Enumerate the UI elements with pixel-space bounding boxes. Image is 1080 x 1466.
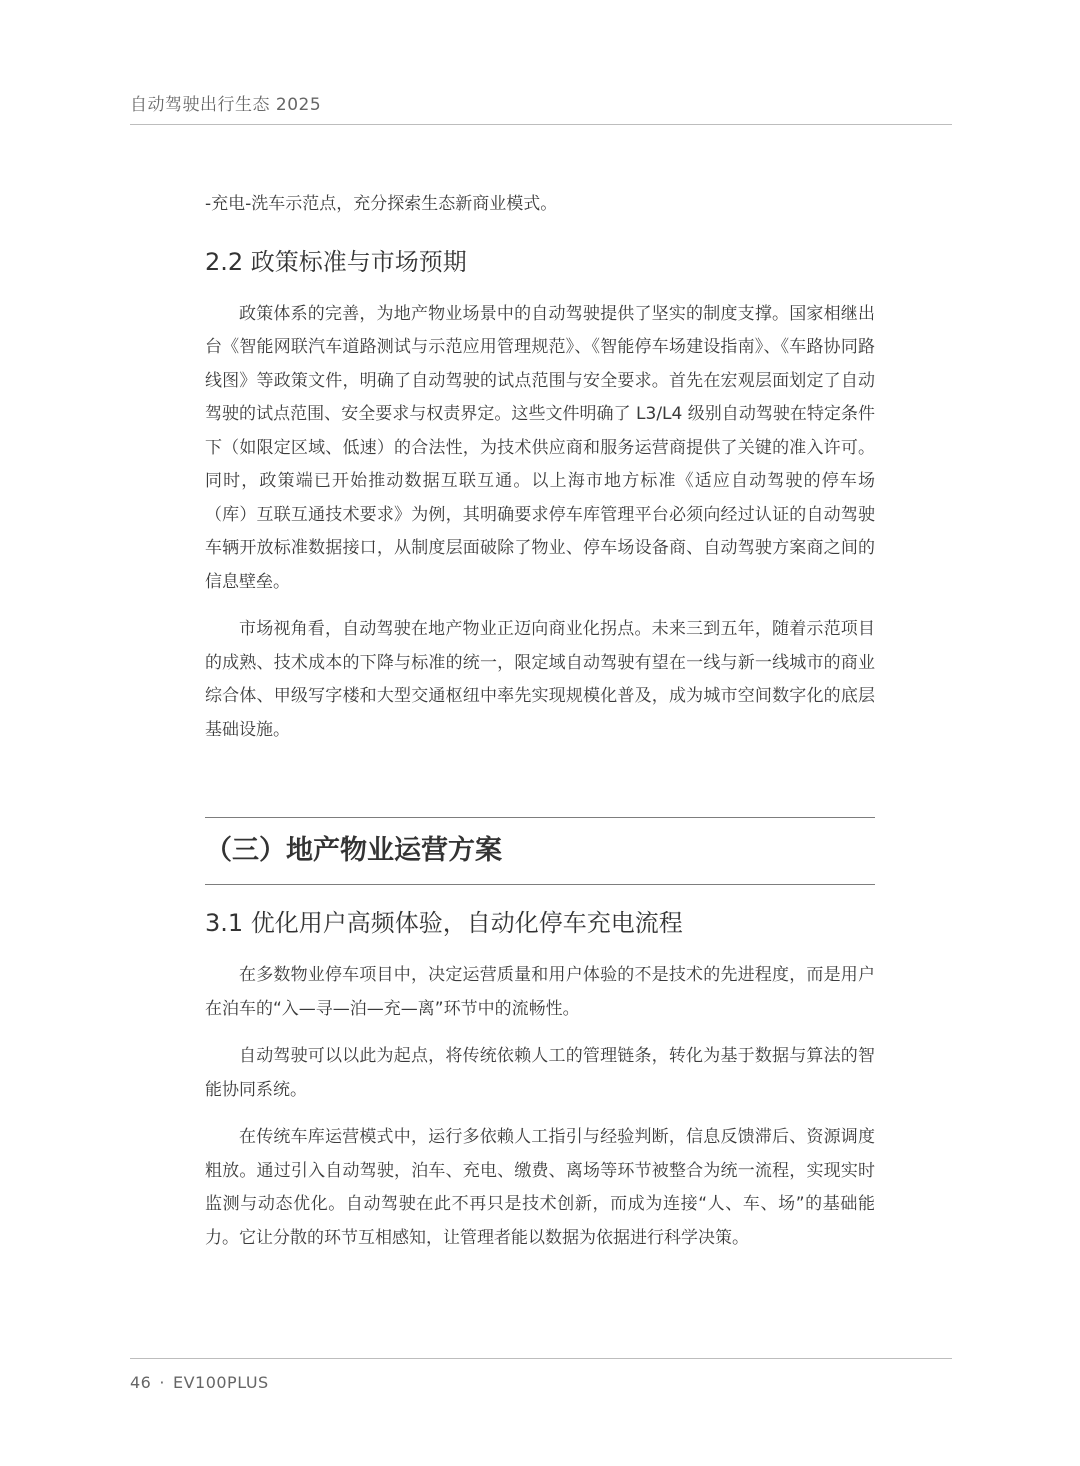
footer-divider [130,1358,952,1359]
footer-separator: · [159,1373,165,1392]
body-paragraph: 自动驾驶可以以此为起点，将传统依赖人工的管理链条，转化为基于数据与算法的智能协同系统。 [205,1046,875,1100]
header-divider [130,124,952,125]
publisher-name: EV100PLUS [172,1373,269,1392]
body-paragraph: 在传统车库运营模式中，运行多依赖人工指引与经验判断，信息反馈滞后、资源调度粗放。通过引入自动驾驶，泊车、充电、缴费、离场等环节被整合为统一流程，实现实时监测与动态优化。自动驾驶在此不再只是技术创新，而成为连接“人、车、场”的基础能力。它让分散的环节互相感知，让管理者能以数据为依据进行科学决策。 [205,1127,875,1248]
running-header: 自动驾驶出行生态 2025 [130,95,322,115]
page-number: 46 [130,1373,152,1392]
continuation-paragraph: -充电-洗车示范点，充分探索生态新商业模式。 [205,194,558,214]
body-paragraph: 市场视角看，自动驾驶在地产物业正迈向商业化拐点。未来三到五年，随着示范项目的成熟、技术成本的下降与标准的统一，限定域自动驾驶有望在一线与新一线城市的商业综合体、甲级写字楼和大型交通枢纽中率先实现规模化普及，成为城市空间数字化的底层基础设施。 [205,619,875,740]
section-title-block [205,817,875,885]
subsection-heading-3-1: 3.1 优化用户高频体验，自动化停车充电流程 [205,909,683,937]
section-title: （三）地产物业运营方案 [205,835,502,866]
page-footer [130,1373,269,1392]
body-paragraph: 政策体系的完善，为地产物业场景中的自动驾驶提供了坚实的制度支撑。国家相继出台《智能网联汽车道路测试与示范应用管理规范》、《智能停车场建设指南》、《车路协同路线图》等政策文件，明确了自动驾驶的试点范围与安全要求。首先在宏观层面划定了自动驾驶的试点范围、安全要求与权责界定。这些文件明确了 L3/L4 级别自动驾驶在特定条件下（如限定区域、低速）的合法性，为技术供应商和服务运营商提供了关键的准入许可。同时，政策端已开始推动数据互联互通。以上海市地方标准《适应自动驾驶的停车场（库）互联互通技术要求》为例，其明确要求停车库管理平台必须向经过认证的自动驾驶车辆开放标准数据接口，从制度层面破除了物业、停车场设备商、自动驾驶方案商之间的信息壁垒。 [205,303,875,592]
page-body [205,188,875,1255]
subsection-heading-2-2: 2.2 政策标准与市场预期 [205,247,467,276]
body-paragraph: 在多数物业停车项目中，决定运营质量和用户体验的不是技术的先进程度，而是用户在泊车的“入—寻—泊—充—离”环节中的流畅性。 [205,965,875,1019]
